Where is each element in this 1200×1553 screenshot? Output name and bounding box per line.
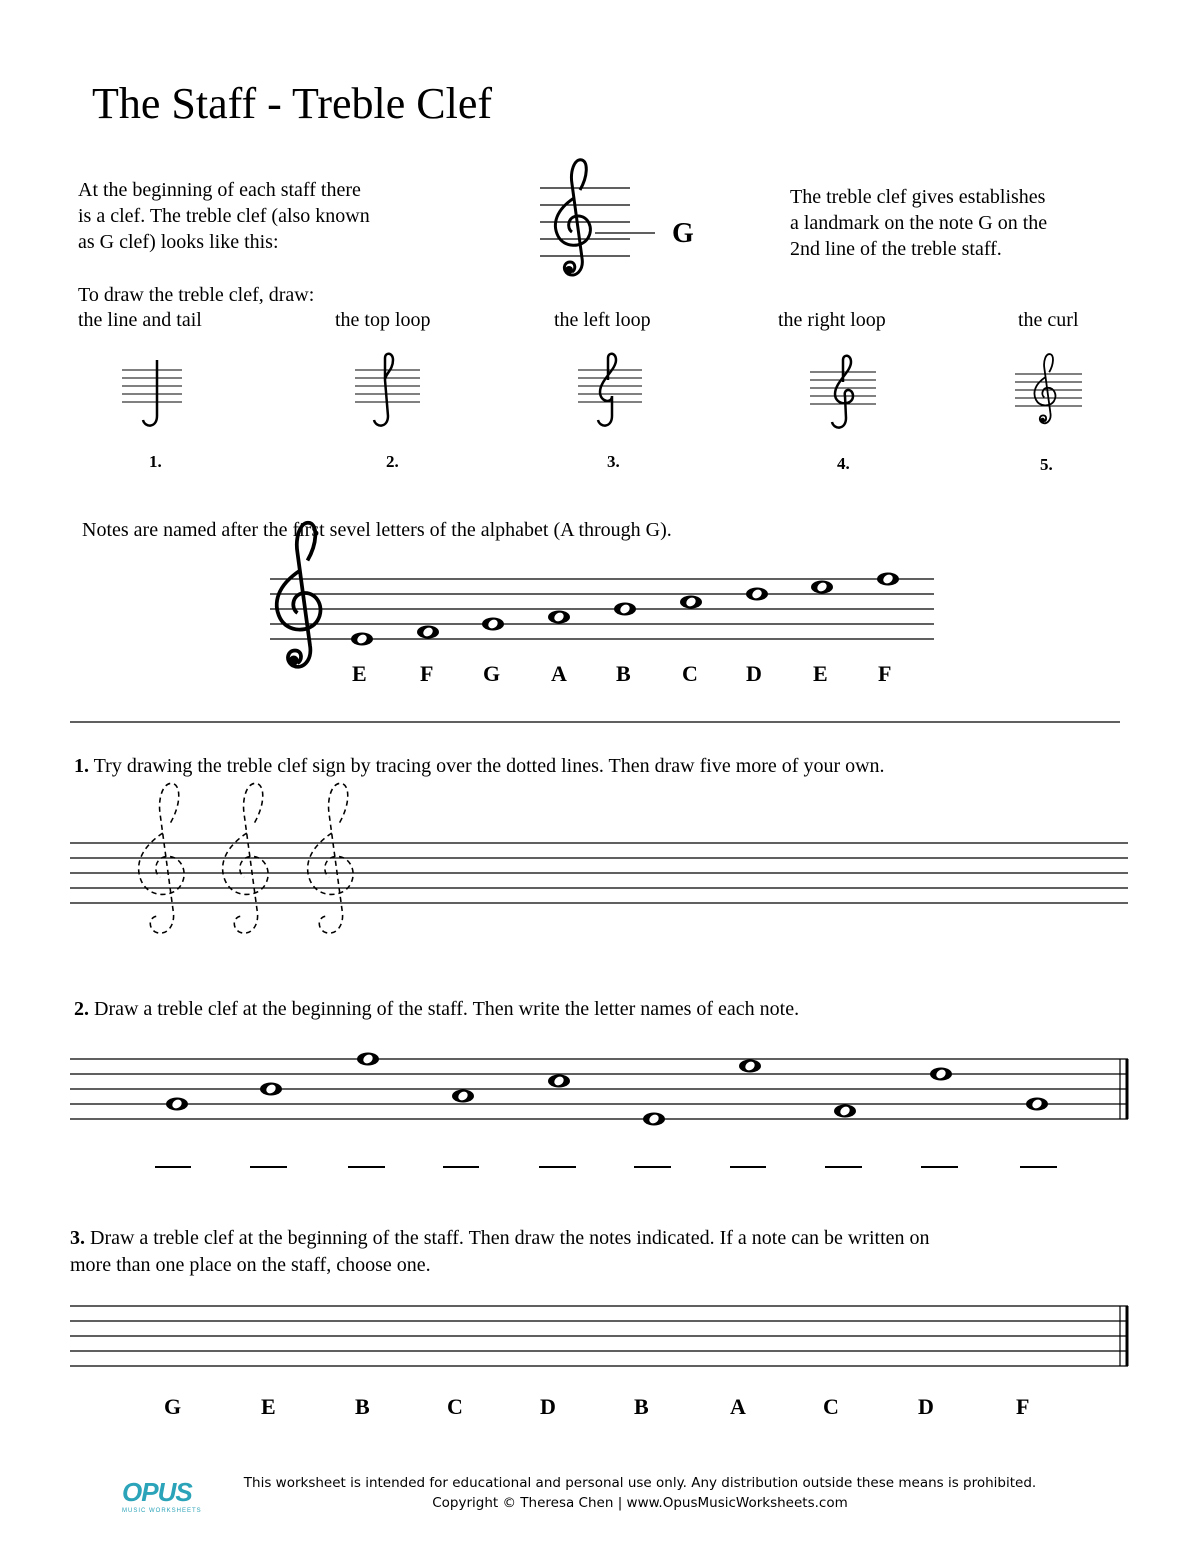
- intro-right-text: The treble clef gives establishes a landmark on the note G on the 2nd line of the treble staff.: [790, 186, 1048, 260]
- notes-staff: [270, 579, 934, 639]
- note-name: C: [682, 661, 698, 686]
- step-number: 5.: [1040, 455, 1053, 474]
- step-label: the right loop: [778, 309, 886, 331]
- target-note: B: [355, 1394, 370, 1419]
- note-name: A: [551, 661, 567, 686]
- opus-logo-subtitle: MUSIC WORKSHEETS: [122, 1508, 202, 1514]
- exercise1-instructions: 1. Try drawing the treble clef sign by tracing over the dotted lines. Then draw five more of your own.: [74, 755, 885, 777]
- note-name: B: [616, 661, 631, 686]
- note-name: G: [483, 661, 501, 686]
- step-staffs: [122, 354, 1082, 428]
- step-label: the line and tail: [78, 309, 202, 331]
- target-note: F: [1016, 1394, 1030, 1419]
- note-name: E: [352, 661, 367, 686]
- step-number: 4.: [837, 454, 850, 473]
- step-label: the top loop: [335, 309, 431, 331]
- note-name: D: [746, 661, 762, 686]
- steps-heading: To draw the treble clef, draw:: [78, 284, 315, 306]
- step-label: the curl: [1018, 309, 1079, 331]
- note-name: F: [878, 661, 892, 686]
- exercise2-instructions: 2. Draw a treble clef at the beginning of the staff. Then write the letter names of each note.: [74, 998, 800, 1020]
- target-note: E: [261, 1394, 276, 1419]
- opus-logo: OPUS: [122, 1477, 192, 1507]
- target-note: D: [918, 1394, 934, 1419]
- step-number: 1.: [149, 452, 162, 471]
- step-label: the left loop: [554, 309, 651, 331]
- intro-staff: [540, 188, 655, 256]
- exercise1-staff: [70, 843, 1128, 903]
- target-note: C: [823, 1394, 839, 1419]
- footer: This worksheet is intended for educational and personal use only. Any distribution outside these means is prohibited. Copyright © Theresa Chen | www.OpusMusicWorksheets.com: [243, 1475, 1037, 1511]
- treble-clef-icon: [555, 160, 590, 275]
- g-label: G: [672, 218, 694, 249]
- target-note: C: [447, 1394, 463, 1419]
- exercise3-instructions: 3. Draw a treble clef at the beginning of the staff. Then draw the notes indicated. If a note can be written on more than one place on the staff, choose one.: [70, 1227, 930, 1276]
- intro-left-text: At the beginning of each staff there is a clef. The treble clef (also known as G clef) looks like this:: [78, 179, 370, 253]
- target-note: B: [634, 1394, 649, 1419]
- notes-intro-text: Notes are named after the first sevel letters of the alphabet (A through G).: [82, 519, 672, 541]
- target-note: A: [730, 1394, 746, 1419]
- target-note: D: [540, 1394, 556, 1419]
- exercise3-staff: [70, 1306, 1128, 1366]
- step-number: 2.: [386, 452, 399, 471]
- page-title: The Staff - Treble Clef: [92, 79, 493, 128]
- target-note: G: [164, 1394, 182, 1419]
- step-number: 3.: [607, 452, 620, 471]
- exercise2-staff: [70, 1059, 1128, 1119]
- note-name: E: [813, 661, 828, 686]
- note-name: F: [420, 661, 434, 686]
